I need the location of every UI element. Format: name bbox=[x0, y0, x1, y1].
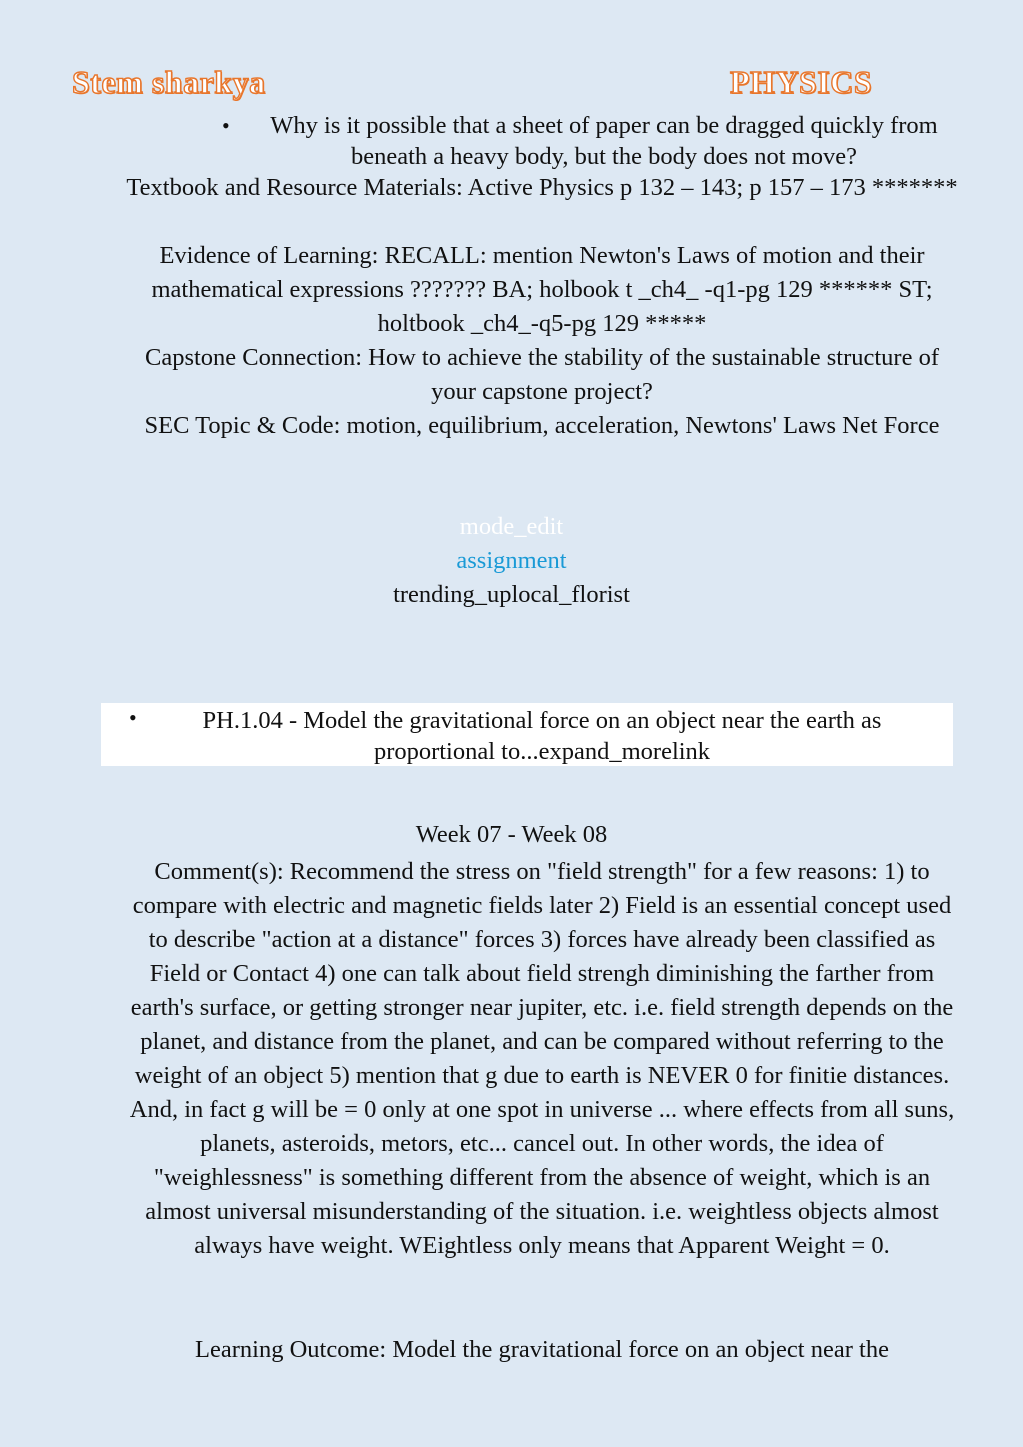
week-range: Week 07 - Week 08 bbox=[415, 821, 608, 848]
brand-subject-right: PHYSICS bbox=[730, 64, 873, 100]
textbook-resources: Textbook and Resource Materials: Active Physics p 132 – 143; p 157 – 173 ******* bbox=[126, 174, 958, 201]
capstone-connection: Capstone Connection: How to achieve the stability of the sustainable structure of your capstone project? bbox=[144, 344, 939, 405]
question-text: Why is it possible that a sheet of paper can be dragged quickly from beneath a heavy body, but the body does not move? bbox=[270, 112, 938, 170]
standard-text[interactable]: PH.1.04 - Model the gravitational force on an object near the earth as proportional to...expand_morelink bbox=[202, 707, 882, 765]
trending-florist-icon: trending_uplocal_florist bbox=[393, 581, 630, 608]
bullet-icon: • bbox=[129, 705, 137, 730]
comments-text: Comment(s): Recommend the stress on "field strength" for a few reasons: 1) to compare with electric and magnetic fields later 2) Field is an essential concept used to describe "action at a distance" forces 3) forces have already been classified as Field or Contact 4) one can talk about field strengh diminishing the farther from earth's surface, or getting stronger near jupiter, etc. i.e. field strength depends on the planet, and distance from the planet, and can be compared without referring to the weight of an object 5) mention that g due to earth is NEVER 0 for finitie distances. And, in fact g will be = 0 only at one spot in universe ... where effects from all suns, planets, asteroids, metors, etc... cancel out. In other words, the idea of "weighlessness" is something different from the absence of weight, which is an almost universal misunderstanding of the situation. i.e. weightless objects almost always have weight. WEightless only means that Apparent Weight = 0. bbox=[129, 858, 955, 1259]
mode-edit-icon[interactable]: mode_edit bbox=[459, 513, 564, 540]
assignment-icon[interactable]: assignment bbox=[456, 547, 567, 574]
question-bullet bbox=[222, 110, 952, 172]
evidence-of-learning: Evidence of Learning: RECALL: mention Newton's Laws of motion and their mathematical expressions ??????? BA; holbook t _ch4_ -q1-pg 129 ****** ST; holtbook _ch4_-q5-pg 129 ***** bbox=[151, 242, 933, 337]
sec-topic: SEC Topic & Code: motion, equilibrium, acceleration, Newtons' Laws Net Force bbox=[144, 412, 940, 439]
learning-outcome: Learning Outcome: Model the gravitational force on an object near the bbox=[195, 1336, 889, 1363]
bullet-icon: • bbox=[222, 113, 230, 138]
brand-logo-left: Stem sharkya bbox=[72, 64, 266, 100]
standard-card[interactable] bbox=[101, 703, 953, 766]
